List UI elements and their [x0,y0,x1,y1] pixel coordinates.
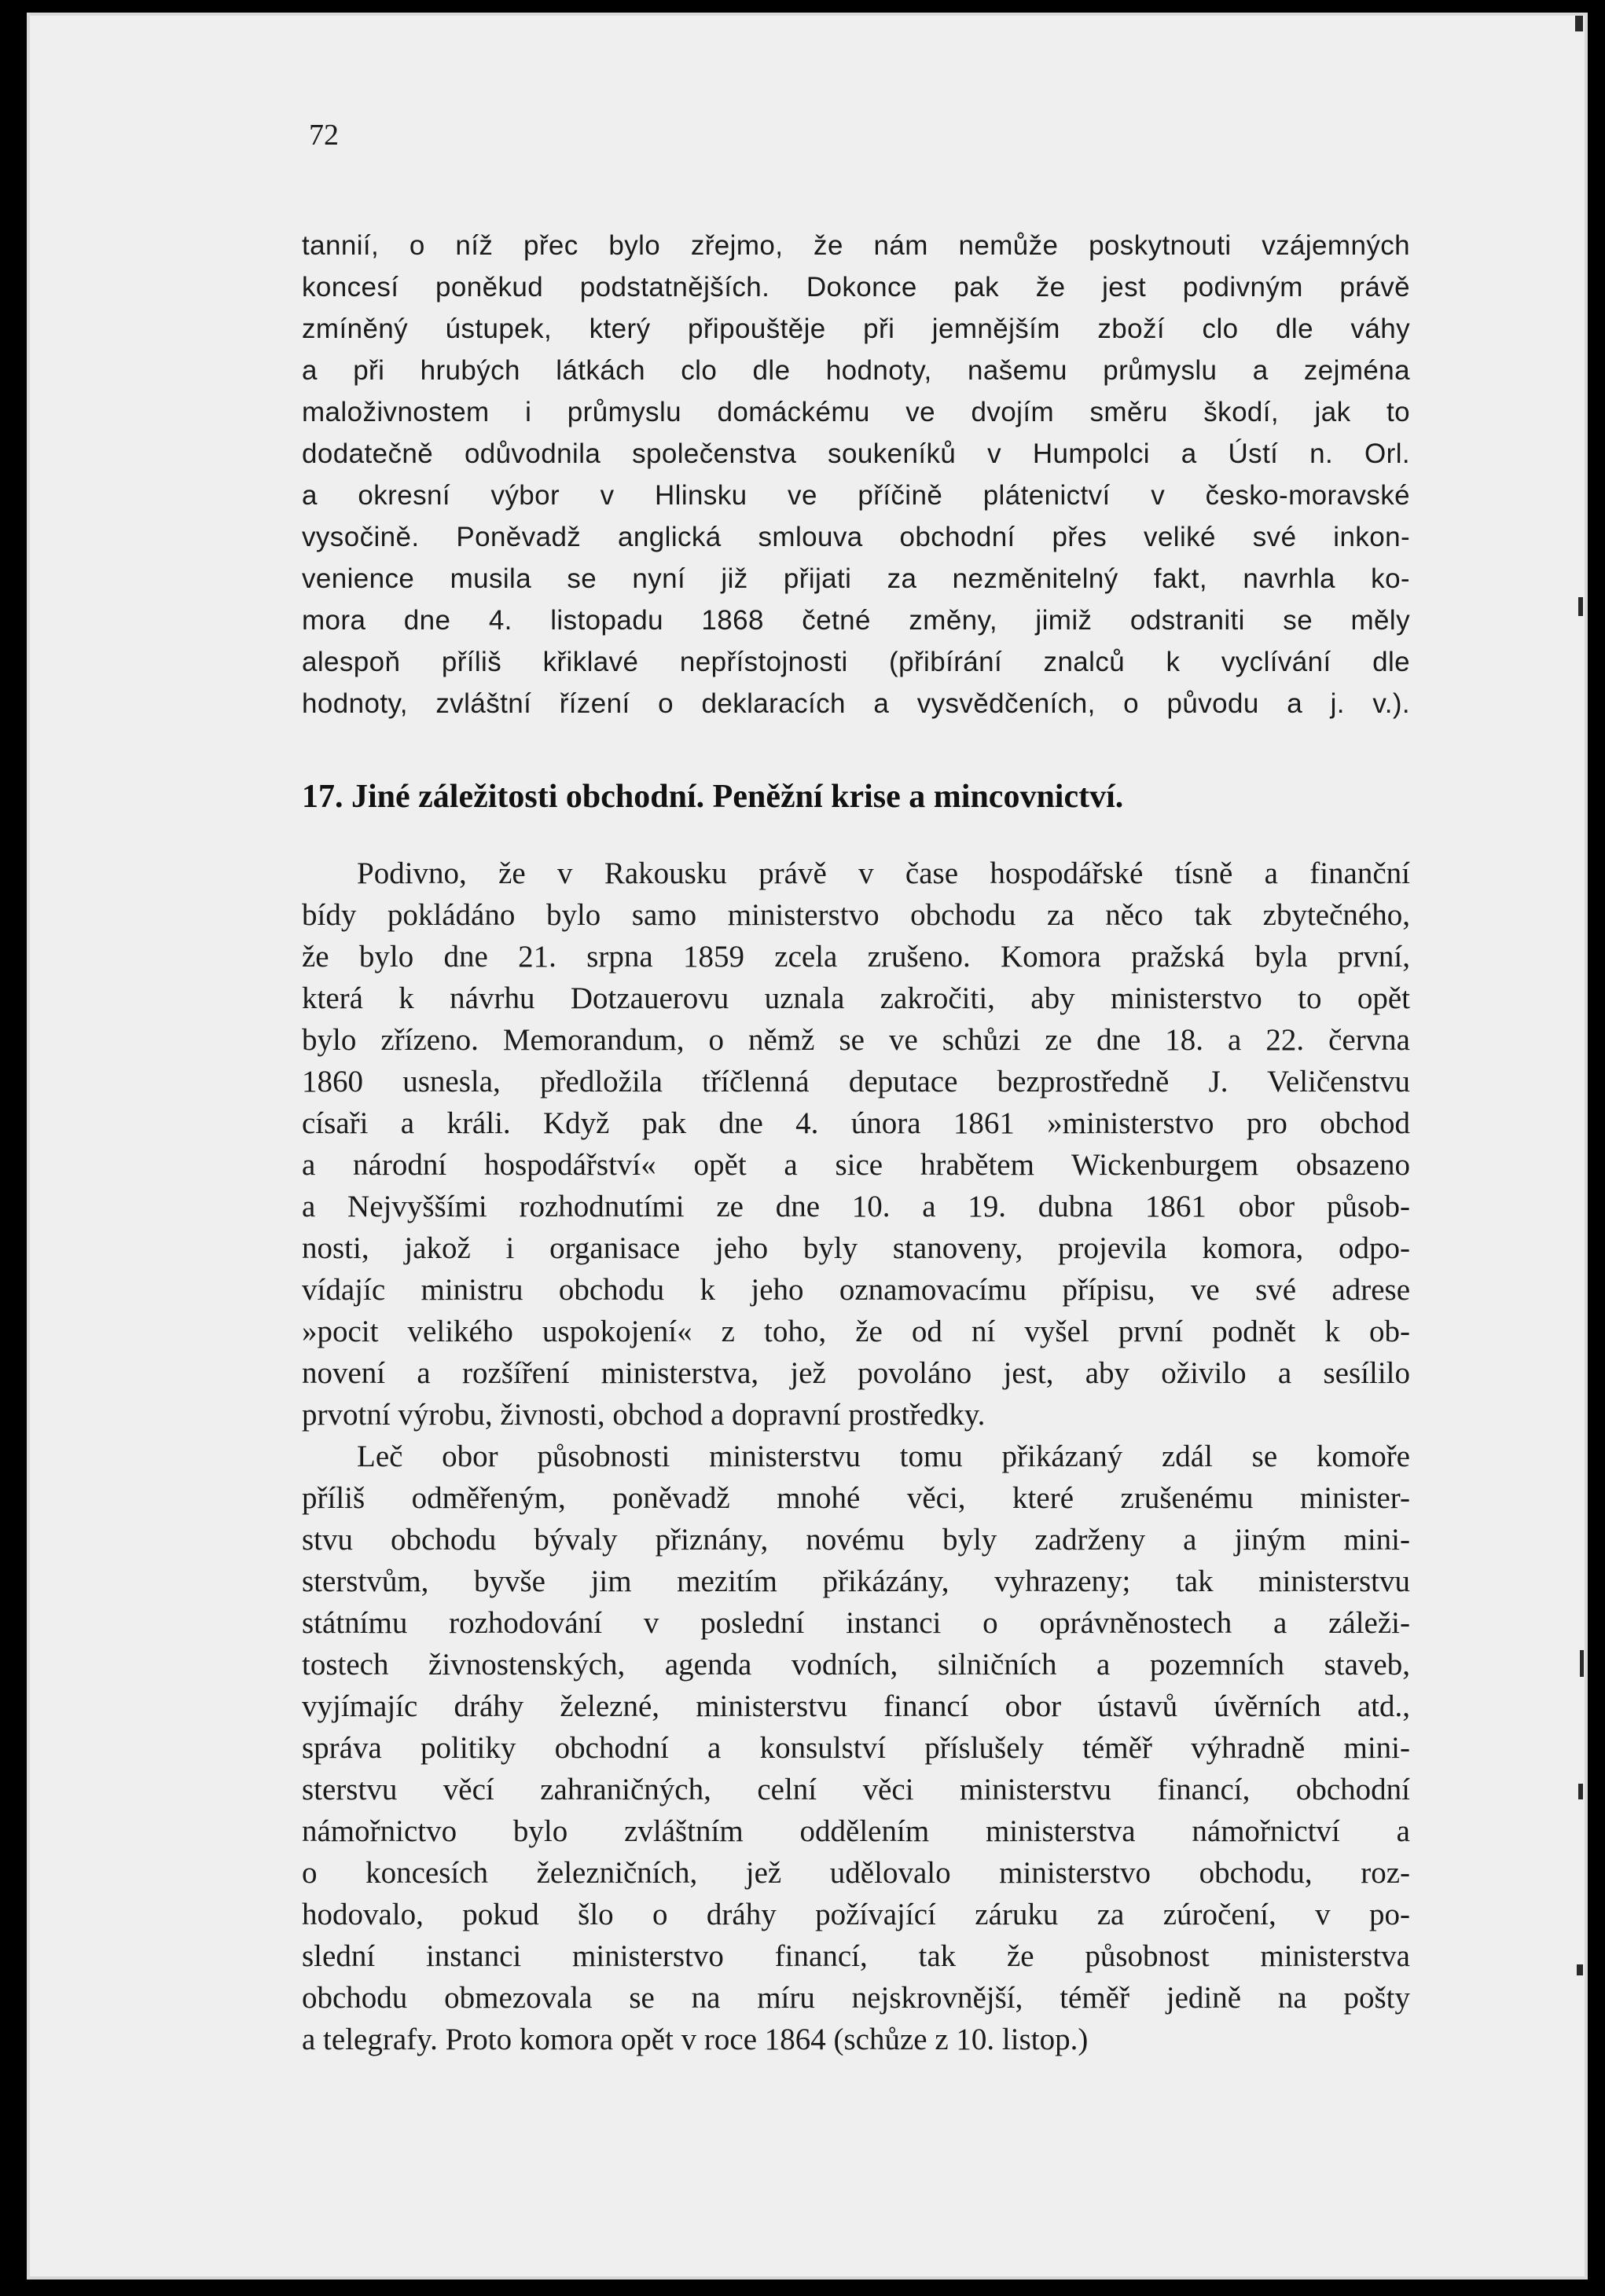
text-line: tannií, o níž přec bylo zřejmo, že nám nemůže poskytnouti vzájemných [302,230,1410,261]
text-line: slední instanci ministerstvo financí, tak že působnost ministerstva [302,1939,1410,1973]
text-line: sterstvu věcí zahraničných, celní věci ministerstvu financí, obchodní [302,1773,1410,1806]
text-line: a okresní výbor v Hlinsku ve příčině plátenictví v česko-moravské [302,480,1410,511]
text-line: a národní hospodářství« opět a sice hrabětem Wickenburgem obsazeno [302,1148,1410,1182]
text-line: a při hrubých látkách clo dle hodnoty, našemu průmyslu a zejména [302,355,1410,386]
text-line: bídy pokládáno bylo samo ministerstvo obchodu za něco tak zbytečného, [302,898,1410,932]
text-line: nosti, jakož i organisace jeho byly stanoveny, projevila komora, odpo- [302,1231,1410,1265]
text-line: stvu obchodu bývaly přiznány, novému byly zadrženy a jiným mini- [302,1523,1410,1557]
text-line: o koncesích železničních, jež udělovalo ministerstvo obchodu, roz- [302,1856,1410,1890]
text-line: a telegrafy. Proto komora opět v roce 1864 (schůze z 10. listop.) [302,2023,1089,2056]
text-line: obchodu obmezovala se na míru nejskrovnější, téměř jedině na pošty [302,1981,1410,2015]
text-line: a Nejvyššími rozhodnutími ze dne 10. a 19. dubna 1861 obor působ- [302,1190,1410,1223]
page-number: 72 [309,119,339,152]
text-line: novení a rozšíření ministerstva, jež povoláno jest, aby oživilo a sesílilo [302,1356,1410,1390]
text-line: dodatečně odůvodnila společenstva soukeníků v Humpolci a Ústí n. Orl. [302,438,1410,469]
text-line: Leč obor působnosti ministerstvu tomu přikázaný zdál se komoře [357,1440,1410,1473]
text-line: bylo zřízeno. Memorandum, o němž se ve schůzi ze dne 18. a 22. června [302,1023,1410,1057]
text-line: tostech živnostenských, agenda vodních, silničních a pozemních staveb, [302,1648,1410,1682]
text-line: 1860 usnesla, předložila tříčlenná deputace bezprostředně J. Veličenstvu [302,1065,1410,1098]
scan-edge-mark [1577,1964,1583,1975]
text-line: koncesí poněkud podstatnějších. Dokonce pak že jest podivným právě [302,272,1410,303]
paragraph-3 [302,1436,1410,2060]
text-line: sterstvům, byvše jim mezitím přikázány, vyhrazeny; tak ministerstvu [302,1564,1410,1598]
text-line: venience musila se nyní již přijati za nezměnitelný fakt, navrhla ko- [302,563,1410,594]
text-line: vyjímajíc dráhy železné, ministerstvu financí obor ústavů úvěrních atd., [302,1689,1410,1723]
text-line: alespoň příliš křiklavé nepřístojnosti (přibírání znalců k vyclívání dle [302,647,1410,677]
scan-edge-mark [1580,1650,1584,1677]
paragraph-1 [302,225,1410,724]
text-line: příliš odměřeným, poněvadž mnohé věci, které zrušenému minister- [302,1481,1410,1515]
text-line: námořnictvo bylo zvláštním oddělením ministerstva námořnictví a [302,1814,1410,1848]
text-line: která k návrhu Dotzauerovu uznala zakročiti, aby ministerstvo to opět [302,981,1410,1015]
text-line: mora dne 4. listopadu 1868 četné změny, jimiž odstraniti se měly [302,605,1410,636]
text-line: maloživnostem i průmyslu domáckému ve dvojím směru škodí, jak to [302,397,1410,427]
text-line: státnímu rozhodování v poslední instanci o oprávněnostech a záleži- [302,1606,1410,1640]
text-line: vídajíc ministru obchodu k jeho oznamovacímu přípisu, ve své adrese [302,1273,1410,1307]
text-line: že bylo dne 21. srpna 1859 zcela zrušeno. Komora pražská byla první, [302,940,1410,974]
text-line: »pocit velikého uspokojení« z toho, že od ní vyšel první podnět k ob- [302,1315,1410,1348]
section-heading: 17. Jiné záležitosti obchodní. Peněžní krise a mincovnictví. [302,779,1124,815]
text-line: císaři a králi. Když pak dne 4. února 1861 »ministerstvo pro obchod [302,1106,1410,1140]
text-line: vysočině. Poněvadž anglická smlouva obchodní přes veliké své inkon- [302,522,1410,552]
scan-edge-mark [1578,1784,1583,1799]
scan-edge-mark [1575,16,1583,31]
text-line: zmíněný ústupek, který připouštěje při jemnějším zboží clo dle váhy [302,314,1410,344]
text-line: správa politiky obchodní a konsulství příslušely téměř výhradně mini- [302,1731,1410,1765]
text-line: prvotní výrobu, živnosti, obchod a dopravní prostředky. [302,1398,986,1432]
text-line: Podivno, že v Rakousku právě v čase hospodářské tísně a finanční [357,856,1410,890]
text-line: hodovalo, pokud šlo o dráhy požívající záruku za zúročení, v po- [302,1898,1410,1931]
text-line: hodnoty, zvláštní řízení o deklaracích a vysvědčeních, o původu a j. v.). [302,688,1410,719]
paragraph-2 [302,853,1410,1436]
scan-edge-mark [1578,597,1583,616]
